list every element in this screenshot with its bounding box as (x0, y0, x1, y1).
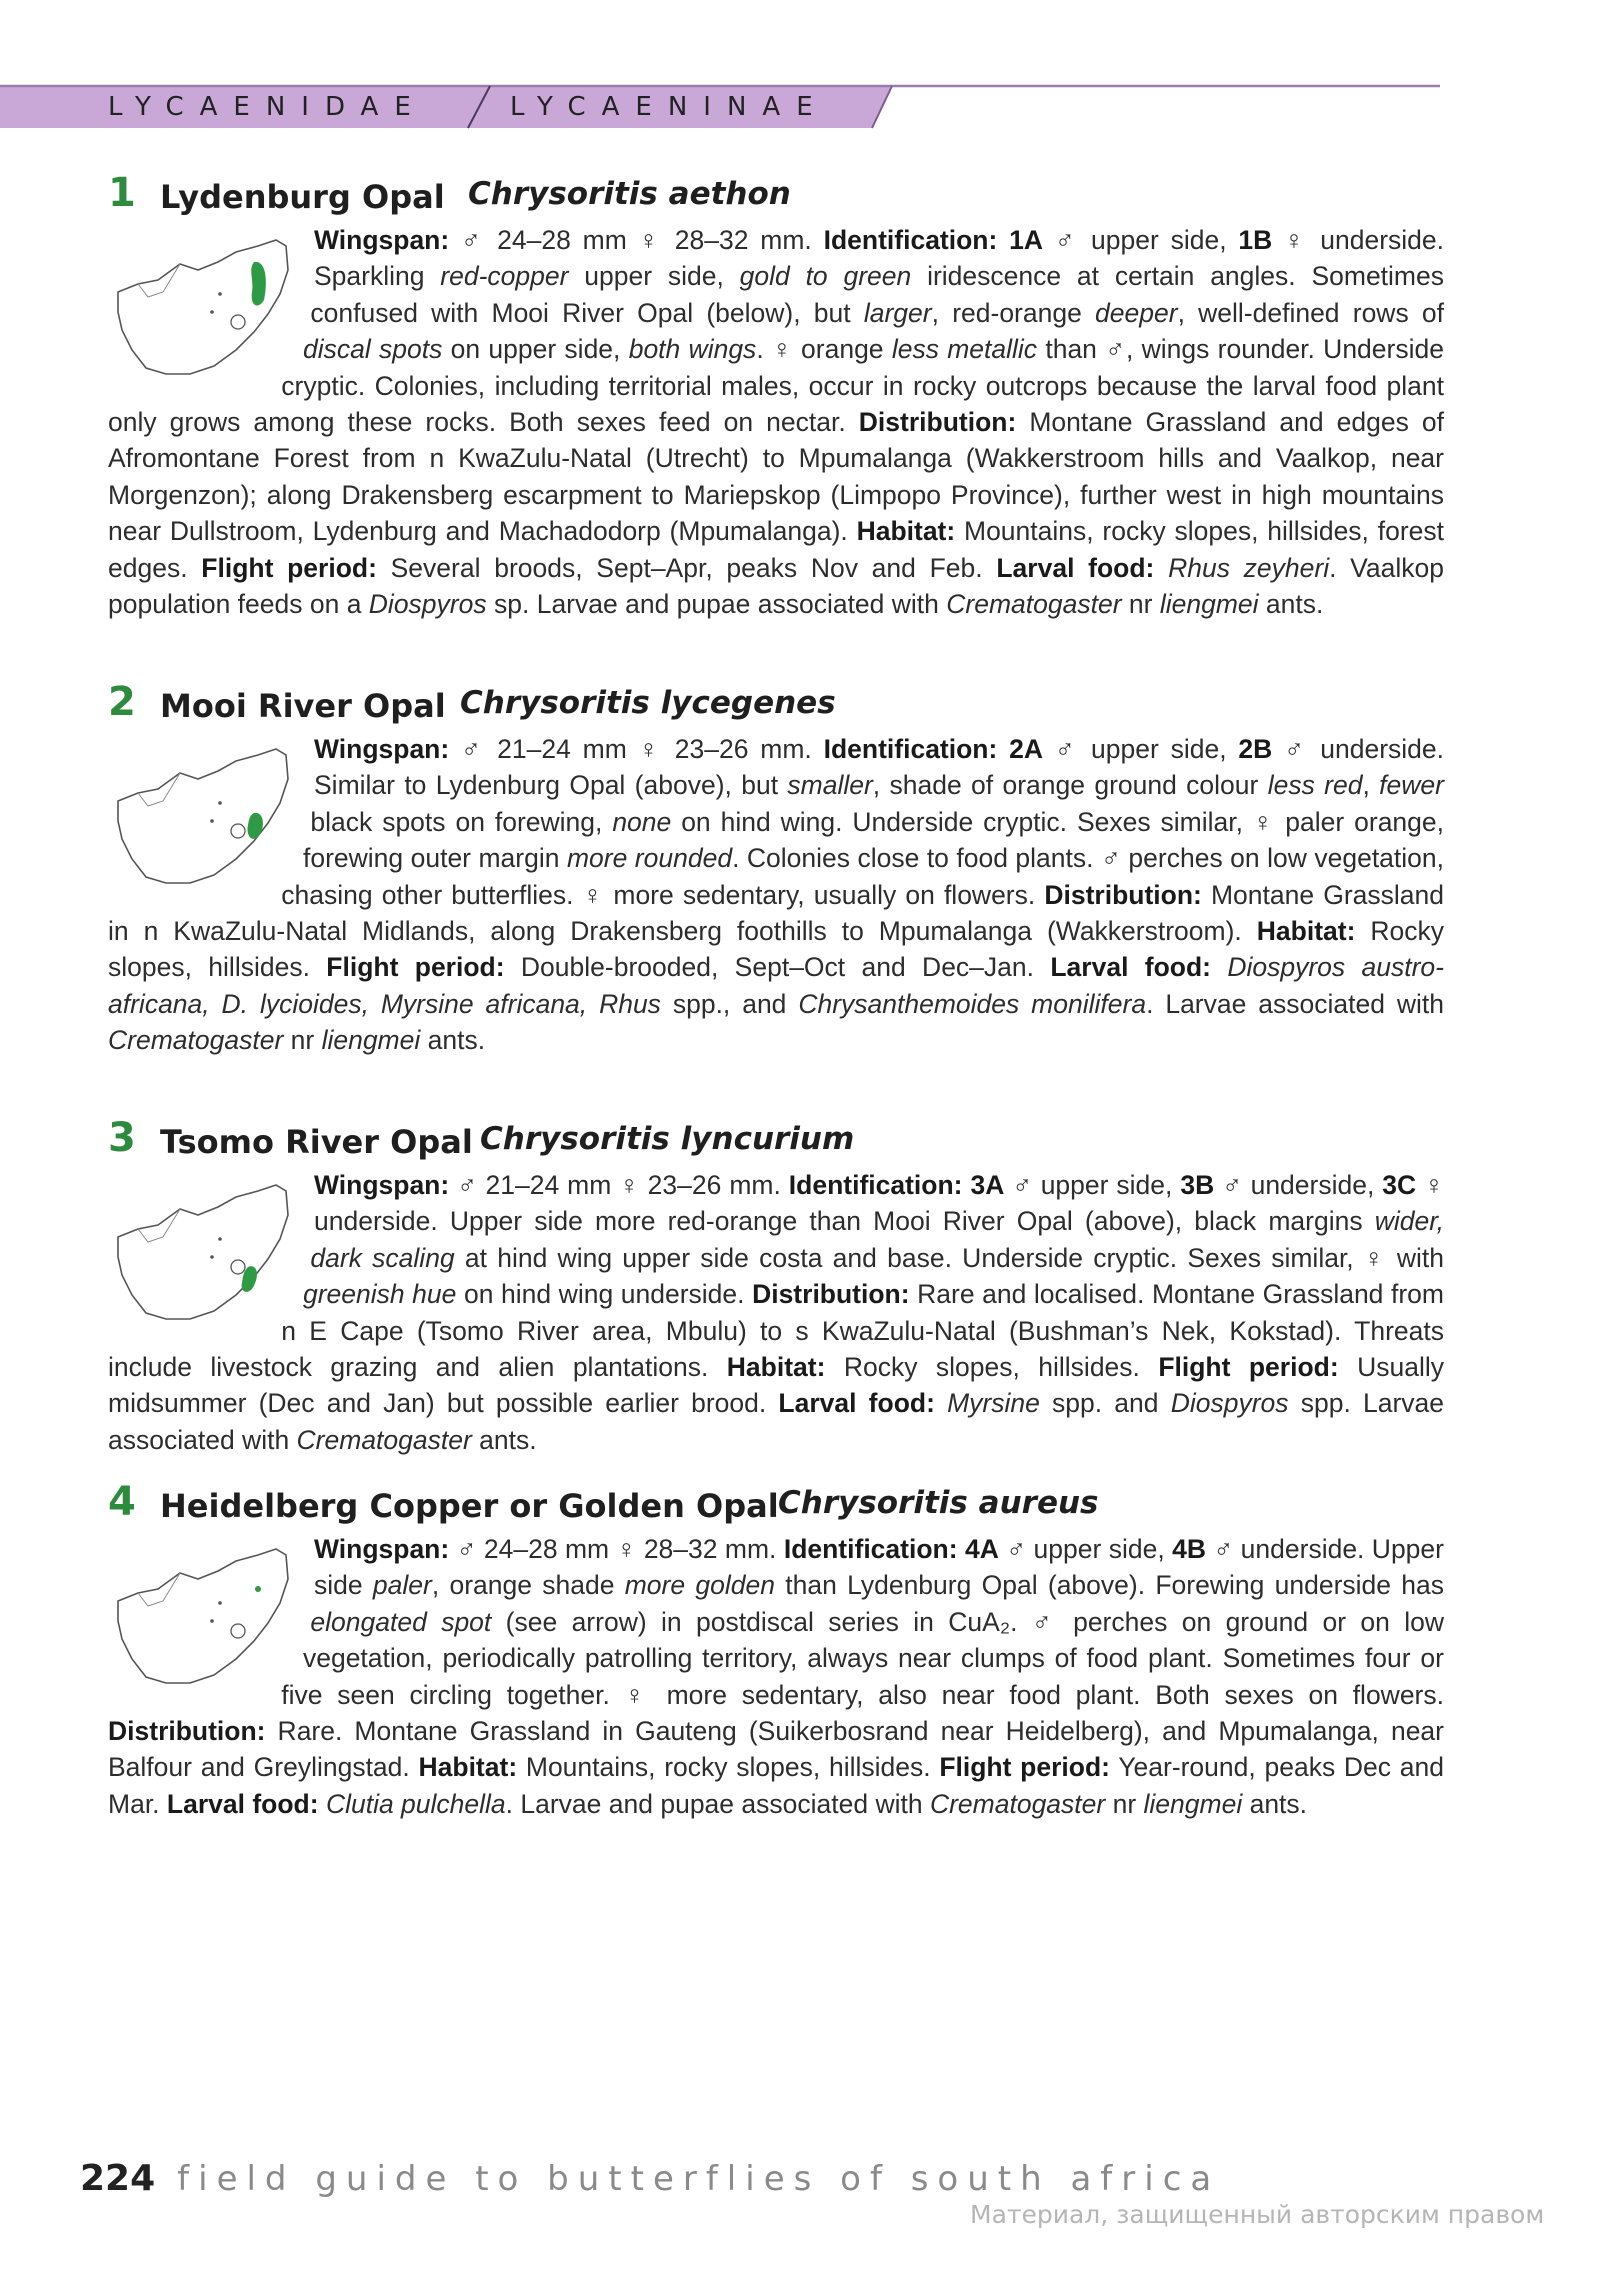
distribution-map (108, 222, 308, 402)
distribution-map (108, 1167, 308, 1347)
species-description: Wingspan: ♂ 24–28 mm ♀ 28–32 mm. Identification: 1A ♂ upper side, 1B ♀ underside. Sparkling red-copper upper side, gold to green iridescence at certain angles. Sometimes confused with Mooi River Opal (below), but larger, red-orange deeper, well-defined rows of discal spots on upper side, both wings. ♀ orange less metallic than ♂, wings rounder. Underside cryptic. Colonies, including territorial males, occur in rocky outcrops because the larval food plant only grows among these rocks. Both sexes feed on nectar. Distribution: Montane Grassland and edges of Afromontane Forest from n KwaZulu-Natal (Utrecht) to Mpumalanga (Wakkerstroom hills and Vaalkop, near Morgenzon); along Drakensberg escarpment to Mariepskop (Limpopo Province), further west in high mountains near Dullstroom, Lydenburg and Machadodorp (Mpumalanga). Habitat: Mountains, rocky slopes, hillsides, forest edges. Flight period: Several broods, Sept–Apr, peaks Nov and Feb. Larval food: Rhus zeyheri. Vaalkop population feeds on a Diospyros sp. Larvae and pupae associated with Crematogaster nr liengmei ants. (108, 222, 1444, 622)
common-name: Heidelberg Copper or Golden Opal (160, 1487, 779, 1525)
species-number: 3 (108, 1115, 136, 1161)
distribution-map (108, 1531, 308, 1711)
species-entry (108, 679, 1445, 1059)
south-africa-map-icon (108, 1531, 308, 1701)
scientific-name: Chrysoritis aethon (468, 176, 791, 212)
running-header (0, 0, 1600, 140)
common-name: Mooi River Opal (160, 687, 446, 725)
south-africa-map-icon (108, 1167, 308, 1337)
species-number: 2 (108, 679, 136, 725)
page-footer (80, 2158, 1220, 2199)
entry-title (108, 170, 1444, 222)
species-number: 4 (108, 1479, 136, 1525)
species-entry (108, 1479, 1444, 1822)
scientific-name: Chrysoritis aureus (778, 1485, 1099, 1521)
common-name: Tsomo River Opal (160, 1123, 473, 1161)
south-africa-map-icon (108, 731, 308, 901)
entry-title (108, 1479, 1444, 1531)
scientific-name: Chrysoritis lyncurium (480, 1121, 855, 1157)
header-subfamily: LYCAENINAE (510, 92, 829, 122)
header-family: LYCAENIDAE (108, 92, 427, 122)
species-entry (108, 1115, 1445, 1458)
common-name: Lydenburg Opal (160, 178, 445, 216)
species-number: 1 (108, 170, 136, 216)
species-description: Wingspan: ♂ 21–24 mm ♀ 23–26 mm. Identification: 3A ♂ upper side, 3B ♂ underside, 3C ♀ underside. Upper side more red-orange than Mooi River Opal (above), black margins wider, dark scaling at hind wing upper side costa and base. Underside cryptic. Sexes similar, ♀ with greenish hue on hind wing underside. Distribution: Rare and localised. Montane Grassland from n E Cape (Tsomo River area, Mbulu) to s KwaZulu-Natal (Bushman’s Nek, Kokstad). Threats include livestock grazing and alien plantations. Habitat: Rocky slopes, hillsides. Flight period: Usually midsummer (Dec and Jan) but possible earlier brood. Larval food: Myrsine spp. and Diospyros spp. Larvae associated with Crematogaster ants. (108, 1167, 1444, 1458)
entry-title (108, 679, 1444, 731)
distribution-map (108, 731, 308, 911)
entry-title (108, 1115, 1444, 1167)
page-number: 224 (80, 2158, 156, 2199)
species-entry (108, 170, 1445, 622)
species-description: Wingspan: ♂ 24–28 mm ♀ 28–32 mm. Identification: 4A ♂ upper side, 4B ♂ underside. Upper side paler, orange shade more golden than Lydenburg Opal (above). Forewing underside has elongated spot (see arrow) in postdiscal series in CuA₂. ♂ perches on ground or on low vegetation, periodically patrolling territory, always near clumps of food plant. Sometimes four or five seen circling together. ♀ more sedentary, also near food plant. Both sexes on flowers. Distribution: Rare. Montane Grassland in Gauteng (Suikerbosrand near Heidelberg), and Mpumalanga, near Balfour and Greylingstad. Habitat: Mountains, rocky slopes, hillsides. Flight period: Year-round, peaks Dec and Mar. Larval food: Clutia pulchella. Larvae and pupae associated with Crematogaster nr liengmei ants. (108, 1531, 1444, 1822)
scientific-name: Chrysoritis lycegenes (460, 685, 836, 721)
south-africa-map-icon (108, 222, 308, 392)
book-title: field guide to butterflies of south africa (177, 2159, 1221, 2199)
species-description: Wingspan: ♂ 21–24 mm ♀ 23–26 mm. Identification: 2A ♂ upper side, 2B ♂ underside. Similar to Lydenburg Opal (above), but smaller, shade of orange ground colour less red, fewer black spots on forewing, none on hind wing. Underside cryptic. Sexes similar, ♀ paler orange, forewing outer margin more rounded. Colonies close to food plants. ♂ perches on low vegetation, chasing other butterflies. ♀ more sedentary, usually on flowers. Distribution: Montane Grassland in n KwaZulu-Natal Midlands, along Drakensberg foothills to Mpumalanga (Wakkerstroom). Habitat: Rocky slopes, hillsides. Flight period: Double-brooded, Sept–Oct and Dec–Jan. Larval food: Diospyros austro-africana, D. lycioides, Myrsine africana, Rhus spp., and Chrysanthemoides monilifera. Larvae associated with Crematogaster nr liengmei ants. (108, 731, 1444, 1059)
copyright-watermark: Материал, защищенный авторским правом (970, 2200, 1545, 2229)
